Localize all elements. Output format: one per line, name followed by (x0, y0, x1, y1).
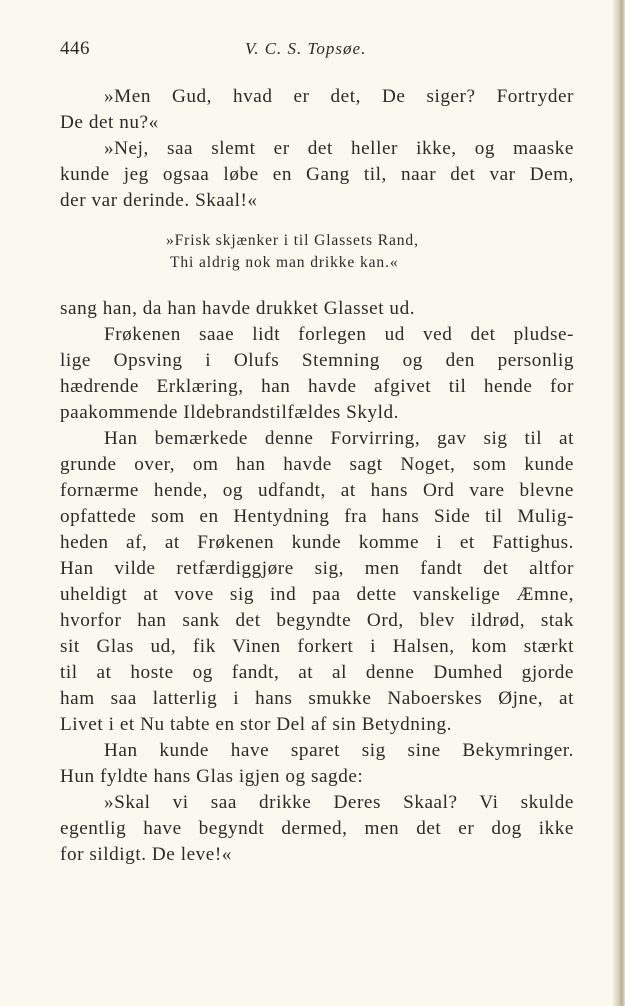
text-line: Han kunde have sparet sig sine Bekymringer. (104, 740, 574, 761)
paragraph-5 (60, 426, 574, 738)
text-line: uheldigt at vove sig ind paa dette vanskelige Æmne, (60, 584, 574, 605)
text-line: til at hoste og fandt, at al denne Dumhed gjorde (60, 662, 574, 683)
text-line: kunde jeg ogsaa løbe en Gang til, naar det var Dem, (60, 164, 574, 185)
text-line: lige Opsving i Olufs Stemning og den personlig (60, 350, 574, 371)
paragraph-2 (60, 136, 574, 214)
text-line: ham saa latterlig i hans smukke Naboerskes Øjne, at (60, 688, 574, 709)
paragraph-3 (60, 296, 574, 322)
body-text (60, 84, 574, 868)
text-line: heden af, at Frøkenen kunde komme i et Fattighus. (60, 532, 574, 553)
text-line: egentlig have begyndt dermed, men det er dog ikke (60, 818, 574, 839)
text-line: »Nej, saa slemt er det heller ikke, og maaske (104, 138, 574, 159)
page-header (60, 38, 570, 62)
text-line: sang han, da han havde drukket Glasset ud. (60, 298, 416, 319)
paragraph-4 (60, 322, 574, 426)
text-line: Han bemærkede denne Forvirring, gav sig til at (104, 428, 574, 449)
paragraph-1 (60, 84, 574, 136)
text-line: Han vilde retfærdiggjøre sig, men fandt det altfor (60, 558, 574, 579)
text-line: fornærme hende, og udfandt, at hans Ord vare blevne (60, 480, 574, 501)
text-line: paakommende Ildebrandstilfældes Skyld. (60, 402, 400, 423)
text-line: Livet i et Nu tabte en stor Del af sin Betydning. (60, 714, 452, 735)
text-line: »Skal vi saa drikke Deres Skaal? Vi skulde (104, 792, 574, 813)
page-number: 446 (60, 38, 90, 59)
verse-quote (166, 230, 574, 274)
text-line: De det nu?« (60, 112, 159, 133)
text-line: sit Glas ud, fik Vinen forkert i Halsen, kom stærkt (60, 636, 574, 657)
text-line: Hun fyldte hans Glas igjen og sagde: (60, 766, 364, 787)
text-line: opfattede som en Hentydning fra hans Side til Mulig- (60, 506, 574, 527)
verse-line: »Frisk skjænker i til Glassets Rand, (166, 232, 419, 249)
running-head: V. C. S. Topsøe. (245, 39, 367, 58)
text-line: hvorfor han sank det begyndte Ord, blev ildrød, stak (60, 610, 574, 631)
page-edge (613, 0, 625, 1006)
verse-line: Thi aldrig nok man drikke kan.« (170, 254, 399, 271)
text-line: der var derinde. Skaal!« (60, 190, 258, 211)
text-line: Frøkenen saae lidt forlegen ud ved det pludse- (104, 324, 574, 345)
paragraph-6 (60, 738, 574, 790)
text-line: hædrende Erklæring, han havde afgivet til hende for (60, 376, 574, 397)
text-line: »Men Gud, hvad er det, De siger? Fortryder (104, 86, 574, 107)
paragraph-7 (60, 790, 574, 868)
text-line: for sildigt. De leve!« (60, 844, 232, 865)
text-line: grunde over, om han havde sagt Noget, som kunde (60, 454, 574, 475)
